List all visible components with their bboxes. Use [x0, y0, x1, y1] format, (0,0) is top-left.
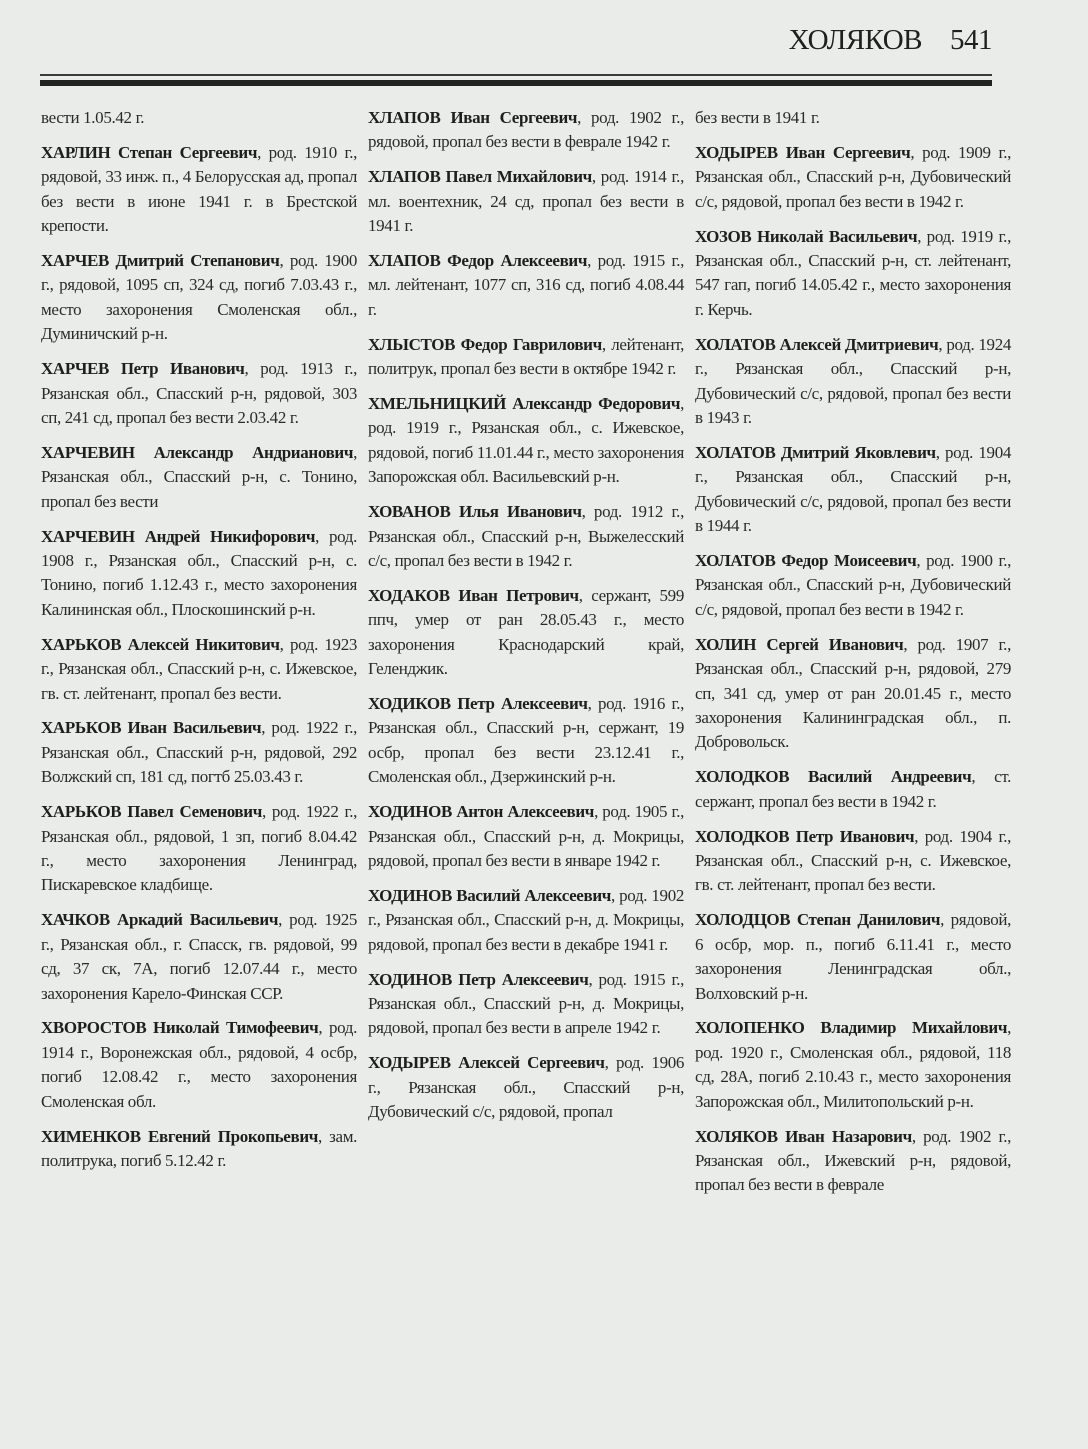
entry-surname: ХАЧКОВ [41, 910, 110, 930]
list-item [41, 908, 357, 1006]
entry-given-names: Сергей Иванович [766, 634, 904, 654]
entry-surname: ХОЛОПЕНКО [695, 1018, 805, 1038]
entry-surname: ХАРЬКОВ [41, 634, 122, 654]
list-item [41, 633, 357, 706]
entry-details: , род. 1914 г., мл. воентехник, 24 сд, пропал без вести в 1941 г. [368, 167, 684, 236]
entry-surname: ХАРЛИН [41, 142, 111, 162]
entry-given-names: Павел Семенович [127, 802, 262, 822]
entry-given-names: Федор Гаврилович [460, 334, 602, 354]
entry-details: , род. 1920 г., Смоленская обл., рядовой, 118 сд, 28А, погиб 2.10.43 г., место захоронения Запорожская обл., Милитопольский р-н. [695, 1018, 1011, 1111]
entry-details: , род. 1902 г., рядовой, пропал без вести в феврале 1942 г. [368, 108, 685, 152]
entry-surname: ХЛАПОВ [368, 251, 441, 271]
entry-details: , рядовой, 6 осбр, мор. п., погиб 6.11.41 г., место захоронения Ленинградская обл., Волховский р-н. [695, 910, 1012, 1003]
column-1 [41, 106, 357, 1184]
entry-given-names: Алексей Сергеевич [458, 1053, 605, 1073]
entry-surname: ХАРЧЕВ [41, 359, 109, 379]
entry-surname: ХИМЕНКОВ [41, 1126, 141, 1146]
entry-details: , род. 1912 г., Рязанская обл., Спасский р-н, Выжелесский с/с, пропал без вести в 1942 г. [368, 502, 684, 570]
list-item [41, 716, 357, 789]
entry-surname: ХОЛИН [695, 634, 757, 654]
entry-surname: ХОДИКОВ [368, 694, 451, 714]
entry-surname: ХОДИНОВ [368, 885, 453, 905]
entry-given-names: Петр Иванович [120, 359, 245, 379]
entry-surname: ХМЕЛЬНИЦКИЙ [368, 394, 506, 414]
list-item [368, 968, 684, 1041]
entry-details: , род. 1919 г., Рязанская обл., с. Ижевское, рядовой, погиб 11.01.44 г., место захоронения Запорожская обл. Васильевский р-н. [368, 394, 684, 487]
entry-surname: ХОЛОДКОВ [695, 826, 790, 846]
entry-details: , род. 1900 г., рядовой, 1095 сп, 324 сд, погиб 7.03.43 г., место захоронения Смоленская обл., Думиничский р-н. [41, 251, 357, 344]
entry-given-names: Василий Андреевич [808, 767, 972, 787]
entry-given-names: Иван Петрович [458, 585, 579, 605]
entry-details: , род. 1905 г., Рязанская обл., Спасский р-н, д. Мокрицы, рядовой, пропал без вести в январе 1942 г. [368, 802, 684, 870]
list-item [41, 249, 357, 347]
entry-given-names: Иван Васильевич [127, 718, 262, 738]
entry-details: , лейтенант, политрук, пропал без вести в октябре 1942 г. [368, 334, 684, 379]
entry-surname: ХОЛАТОВ [695, 551, 776, 570]
entry-details: , род. 1923 г., Рязанская обл., Спасский р-н, с. Ижевское, гв. ст. лейтенант, пропал без вести. [41, 634, 358, 703]
entry-surname: ХОЛЯКОВ [695, 1126, 778, 1146]
entry-details: , сержант, 599 ппч, умер от ран 28.05.43 г., место захоронения Краснодарский край, Геленджик. [368, 585, 684, 679]
entry-details: , род. 1909 г., Рязанская обл., Спасский р-н, Дубовический с/с, рядовой, пропал без вести в 1942 г. [695, 142, 1012, 211]
list-item [368, 584, 684, 682]
entry-surname: ХОВАНОВ [368, 502, 451, 522]
entry-given-names: Алексей Никитович [127, 634, 280, 654]
entry-given-names: Илья Иванович [459, 502, 582, 522]
entry-surname: ХАРЧЕВИН [41, 526, 135, 546]
entry-details: , род. 1904 г., Рязанская обл., Спасский р-н, с. Ижевское, гв. ст. лейтенант, пропал без вести. [695, 826, 1012, 895]
entry-details: , род. 1914 г., Воронежская обл., рядовой, 4 осбр, погиб 12.08.42 г., место захоронения Смоленская обл. [41, 1018, 357, 1111]
entry-given-names: Антон Алексеевич [456, 802, 595, 822]
list-item [368, 692, 684, 790]
entry-surname: ХВОРОСТОВ [41, 1018, 147, 1038]
entry-given-names: Дмитрий Яковлевич [780, 442, 936, 462]
entry-surname: ХОЛОДЦОВ [695, 910, 791, 930]
entry-details: , Рязанская обл., Спасский р-н, с. Тонино, пропал без вести [41, 442, 357, 511]
entry-given-names: Иван Сергеевич [450, 108, 578, 127]
list-item [368, 800, 684, 873]
entry-details: , род. 1916 г., Рязанская обл., Спасский р-н, сержант, 19 осбр, пропал без вести 23.12.41 г., Смоленская обл., Дзержинский р-н. [368, 694, 685, 787]
list-item [41, 441, 357, 514]
entry-surname: ХОДЫРЕВ [695, 142, 778, 162]
entry-details: , род. 1925 г., Рязанская обл., г. Спасск, гв. рядовой, 99 сд, 37 ск, 7А, погиб 12.07.44 г., место захоронения Карело-Финская ССР. [41, 910, 357, 1003]
entry-surname: ХЛАПОВ [368, 167, 441, 187]
list-item [695, 765, 1011, 814]
entry-given-names: Петр Иванович [795, 826, 915, 846]
entry-details: , род. 1904 г., Рязанская обл., Спасский р-н, Дубовический с/с, рядовой, пропал без вести в 1944 г. [695, 442, 1011, 536]
entry-details: , род. 1915 г., Рязанская обл., Спасский р-н, д. Мокрицы, рядовой, пропал без вести в апреле 1942 г. [368, 969, 684, 1038]
entry-given-names: Николай Васильевич [757, 226, 918, 246]
list-item [41, 525, 357, 623]
entry-surname: ХОДАКОВ [368, 585, 450, 605]
entry-given-names: Иван Назарович [785, 1126, 912, 1146]
list-item [41, 1125, 357, 1174]
entry-details: , род. 1908 г., Рязанская обл., Спасский р-н, с. Тонино, погиб 1.12.43 г., место захоронения Калининская обл., Плоскошинский р-н. [41, 526, 357, 619]
entry-given-names: Иван Сергеевич [785, 142, 911, 162]
entry-given-names: Александр Федорович [512, 394, 681, 414]
entry-surname: ХАРЬКОВ [41, 802, 122, 822]
list-item [368, 333, 684, 382]
entry-given-names: Федор Моисеевич [781, 551, 917, 570]
list-item [695, 1125, 1011, 1198]
entry-given-names: Андрей Никифорович [144, 526, 316, 546]
list-item [368, 106, 684, 155]
entry-surname: ХАРЧЕВИН [41, 442, 135, 462]
entry-continuation: вести 1.05.42 г. [41, 108, 145, 127]
entry-details: , зам. политрука, погиб 5.12.42 г. [41, 1126, 358, 1170]
list-item [41, 1016, 357, 1114]
list-item [695, 225, 1011, 323]
list-item [368, 1051, 684, 1124]
header-rule-thin [40, 74, 992, 76]
list-item [695, 141, 1011, 214]
running-title: ХОЛЯКОВ [788, 24, 922, 56]
entry-given-names: Василий Алексеевич [456, 885, 612, 905]
list-item [368, 884, 684, 957]
entry-surname: ХОЛОДКОВ [695, 767, 790, 787]
entry-continuation: без вести в 1941 г. [695, 108, 820, 127]
entry-surname: ХОЗОВ [695, 226, 752, 246]
entry-surname: ХОДИНОВ [368, 802, 453, 822]
list-item [695, 1016, 1011, 1114]
entry-given-names: Евгений Прокопьевич [148, 1126, 319, 1146]
entry-given-names: Аркадий Васильевич [117, 910, 279, 930]
entry-details: , род. 1902 г., Рязанская обл., Ижевский р-н, рядовой, пропал без вести в феврале [695, 1126, 1011, 1195]
entry-details: , род. 1922 г., Рязанская обл., рядовой, 1 зп, погиб 8.04.42 г., место захоронения Ленинград, Пискаревское кладбище. [41, 802, 358, 895]
list-item [41, 357, 357, 430]
entry-given-names: Владимир Михайлович [820, 1018, 1008, 1038]
entry-surname: ХОЛАТОВ [695, 334, 776, 354]
list-item [695, 908, 1011, 1006]
entry-surname: ХАРЬКОВ [41, 718, 122, 738]
entry-surname: ХЛЫСТОВ [368, 334, 456, 354]
entry-given-names: Алексей Дмитриевич [779, 334, 939, 354]
entry-details: , ст. сержант, пропал без вести в 1942 г. [695, 767, 1012, 811]
list-item [41, 800, 357, 898]
list-item [695, 633, 1011, 755]
entry-details: , род. 1924 г., Рязанская обл., Спасский р-н, Дубовический с/с, рядовой, пропал без вести в 1943 г. [695, 334, 1012, 427]
entry-surname: ХАРЧЕВ [41, 251, 109, 271]
list-item [368, 249, 684, 322]
column-3 [695, 106, 1011, 1208]
entry-given-names: Николай Тимофеевич [153, 1018, 319, 1038]
list-item [41, 141, 357, 239]
list-item [368, 165, 684, 238]
running-head [789, 20, 992, 60]
list-item [695, 333, 1011, 431]
entry-surname: ХОДЫРЕВ [368, 1053, 451, 1073]
entry-surname: ХОДИНОВ [368, 969, 453, 989]
entry-details: , род. 1910 г., рядовой, 33 инж. п., 4 Белорусская ад, пропал без вести в июне 1941 г. в Брестской крепости. [41, 142, 358, 236]
entry-details: , род. 1902 г., Рязанская обл., Спасский р-н, д. Мокрицы, рядовой, пропал без вести в декабре 1941 г. [368, 885, 684, 954]
entry-details: , род. 1900 г., Рязанская обл., Спасский р-н, Дубовический с/с, рядовой, пропал без вести в 1942 г. [695, 551, 1012, 619]
header-rule-thick [40, 80, 992, 86]
entry-details: , род. 1913 г., Рязанская обл., Спасский р-н, рядовой, 303 сп, 241 сд, пропал без вести 2.03.42 г. [41, 359, 357, 427]
entry-given-names: Степан Данилович [796, 910, 941, 930]
entry-given-names: Павел Михайлович [445, 167, 592, 187]
entry-given-names: Петр Алексеевич [457, 694, 588, 714]
entry-surname: ХОЛАТОВ [695, 442, 776, 462]
list-item [368, 500, 684, 573]
entry-details: , род. 1906 г., Рязанская обл., Спасский р-н, Дубовический с/с, рядовой, пропал [368, 1053, 685, 1122]
entry-given-names: Петр Алексеевич [458, 969, 589, 989]
list-item [368, 392, 684, 490]
entry-details: , род. 1915 г., мл. лейтенант, 1077 сп, 316 сд, погиб 4.08.44 г. [368, 251, 684, 319]
entry-given-names: Федор Алексеевич [447, 251, 588, 271]
list-item [695, 549, 1011, 622]
list-item [695, 441, 1011, 539]
entry-given-names: Александр Андрианович [153, 442, 354, 462]
list-item [695, 825, 1011, 898]
entry-surname: ХЛАПОВ [368, 108, 441, 127]
page-number: 541 [950, 24, 992, 56]
entry-given-names: Дмитрий Степанович [115, 251, 280, 271]
entry-details: , род. 1919 г., Рязанская обл., Спасский р-н, ст. лейтенант, 547 гап, погиб 14.05.42 г., место захоронения г. Керчь. [695, 226, 1011, 319]
entry-given-names: Степан Сергеевич [118, 142, 258, 162]
column-2 [368, 106, 684, 1135]
entry-details: , род. 1907 г., Рязанская обл., Спасский р-н, рядовой, 279 сп, 341 сд, умер от ран 20.01.45 г., место захоронения Калининградская обл., п. Добровольск. [695, 634, 1011, 752]
entry-details: , род. 1922 г., Рязанская обл., Спасский р-н, рядовой, 292 Волжский сп, 181 сд, погтб 25.03.43 г. [41, 718, 358, 787]
